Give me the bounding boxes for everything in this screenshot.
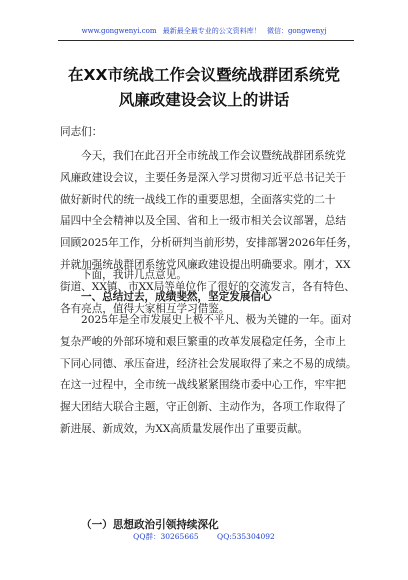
page-footer xyxy=(0,532,408,542)
header-site-link[interactable]: www.gongwenyi.com xyxy=(81,27,157,35)
paragraph-line: 新进展、新成效，为XX高质量发展作出了重要贡献。 xyxy=(60,422,309,435)
paragraph-review xyxy=(60,310,357,441)
paragraph-line: 回顾2025年工作，分析研判当前形势，安排部署2026年任务， xyxy=(60,237,358,250)
paragraph-line: 风廉政建设会议，主要任务是深入学习贯彻习近平总书记关于 xyxy=(60,171,347,184)
paragraph-line: 在这一过程中，全市统一战线紧紧围绕市委中心工作，牢牢把 xyxy=(60,379,347,392)
paragraph-line: 下同心同德、承压奋进，经济社会发展取得了来之不易的成绩。 xyxy=(60,357,357,370)
paragraph-line: 并就加强统战群团系统党风廉政建设提出明确要求。刚才，XX xyxy=(60,258,351,271)
paragraph-line: 街道、XX镇、市XX局等单位作了很好的交流发言，各有特色、 xyxy=(60,280,356,293)
document-title xyxy=(40,63,368,113)
footer-qq-group: QQ群：30265665 xyxy=(133,532,199,541)
paragraph-line: 届四中全会精神以及全国、省和上一级市相关会议部署，总结 xyxy=(60,215,347,228)
header-divider xyxy=(58,40,354,41)
paragraph-line: 做好新时代的统一战线工作的重要思想，全面落实党的二十 xyxy=(60,193,336,206)
paragraph-line: 2025年是全市发展史上极不平凡、极为关键的一年。面对 xyxy=(81,314,352,326)
title-line-2: 风廉政建设会议上的讲话 xyxy=(118,91,290,109)
section-heading-1: 一、总结过去，成绩斐然，坚定发展信心 xyxy=(81,291,272,303)
salutation: 同志们： xyxy=(60,126,103,138)
paragraph-line: 握大团结大联合主题，守正创新、主动作为，各项工作取得了 xyxy=(60,401,347,414)
title-line-1: 在XX市统战工作会议暨统战群团系统党 xyxy=(68,66,340,84)
page-header xyxy=(0,27,408,36)
header-slogan: 最新最全最专业的公文资料库！ xyxy=(162,27,261,35)
paragraph-transition: 下面，我讲几点意见。 xyxy=(81,269,187,281)
header-wechat: 微信：gongwenyj xyxy=(266,27,327,35)
footer-qq: QQ:535304092 xyxy=(217,532,275,541)
section-subheading-1: （一）思想政治引领持续深化 xyxy=(81,519,219,531)
paragraph-line: 今天，我们在此召开全市统战工作会议暨统战群团系统党 xyxy=(81,150,346,162)
paragraph-line: 各有亮点，值得大家相互学习借鉴。 xyxy=(60,302,230,315)
paragraph-line: 复杂严峻的外部环境和艰巨繁重的改革发展稳定任务，全市上 xyxy=(60,335,347,348)
